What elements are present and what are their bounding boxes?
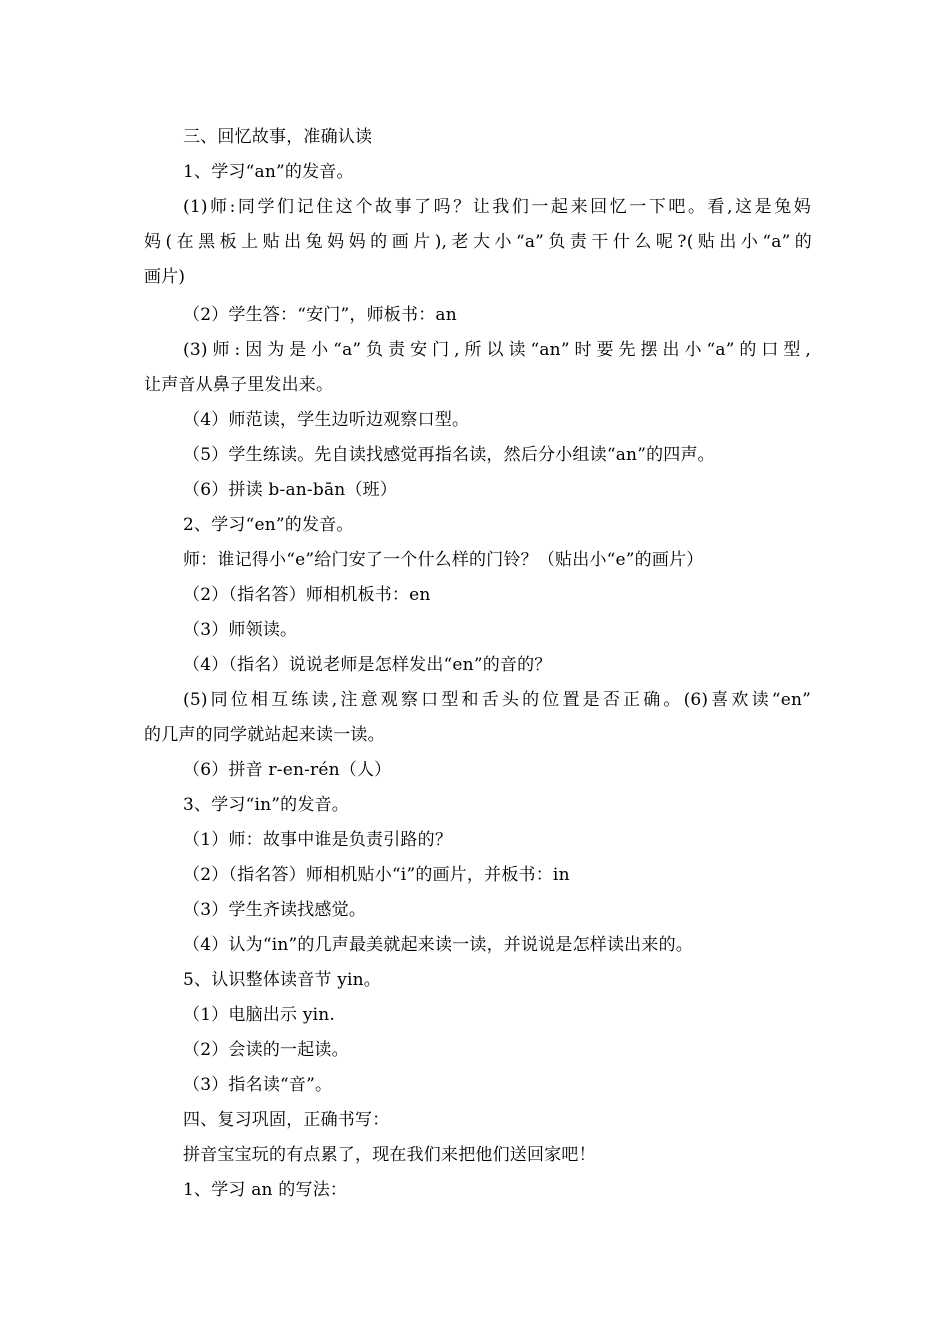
paragraph-line: （5）学生练读。先自读找感觉再指名读，然后分小组读“an”的四声。: [183, 445, 715, 465]
paragraph-line: （4）师范读，学生边听边观察口型。: [183, 410, 470, 430]
paragraph-line: （2）（指名答）师相机板书：en: [183, 585, 431, 605]
paragraph-line: 画片): [144, 267, 186, 287]
paragraph-line: (1)师:同学们记住这个故事了吗？让我们一起来回忆一下吧。看,这是兔妈: [183, 197, 811, 217]
paragraph-line: （1）电脑出示 yin.: [183, 1005, 336, 1025]
paragraph-line: （6）拼读 b-an-bān（班）: [183, 480, 398, 500]
paragraph-line: 师：谁记得小“e”给门安了一个什么样的门铃？（贴出小“e”的画片）: [183, 550, 704, 570]
paragraph-line: (5)同位相互练读,注意观察口型和舌头的位置是否正确。(6)喜欢读“en”: [183, 690, 811, 710]
item-heading-yin: 5、认识整体读音节 yin。: [183, 970, 382, 990]
item-heading-in: 3、学习“in”的发音。: [183, 795, 349, 815]
paragraph-line: 的几声的同学就站起来读一读。: [144, 725, 385, 745]
paragraph-line: （3）师领读。: [183, 620, 298, 640]
item-heading-en: 2、学习“en”的发音。: [183, 515, 354, 535]
paragraph-line: （2）会读的一起读。: [183, 1040, 349, 1060]
paragraph-line: （4）（指名）说说老师是怎样发出“en”的音的？: [183, 655, 552, 675]
paragraph-line: （3）学生齐读找感觉。: [183, 900, 367, 920]
paragraph-line: （3）指名读“音”。: [183, 1075, 333, 1095]
section-heading-four: 四、复习巩固，正确书写：: [183, 1110, 390, 1130]
paragraph-line: （2）（指名答）师相机贴小“i”的画片，并板书：in: [183, 865, 570, 885]
item-heading-an: 1、学习“an”的发音。: [183, 162, 354, 182]
section-heading-three: 三、回忆故事，准确认读: [183, 127, 373, 147]
item-heading-an-writing: 1、学习 an 的写法：: [183, 1180, 348, 1200]
paragraph-line: （6）拼音 r-en-rén（人）: [183, 760, 392, 780]
paragraph-line: 让声音从鼻子里发出来。: [144, 375, 334, 395]
paragraph-line: 拼音宝宝玩的有点累了，现在我们来把他们送回家吧！: [183, 1145, 596, 1165]
paragraph-line: （2）学生答：“安门”，师板书：an: [183, 305, 457, 325]
paragraph-line: （4）认为“in”的几声最美就起来读一读，并说说是怎样读出来的。: [183, 935, 693, 955]
paragraph-line: （1）师：故事中谁是负责引路的？: [183, 830, 453, 850]
paragraph-line: (3)师:因为是小“a”负责安门,所以读“an”时要先摆出小“a”的口型,: [183, 340, 811, 360]
paragraph-line: 妈(在黑板上贴出兔妈妈的画片),老大小“a”负责干什么呢?(贴出小“a”的: [144, 232, 812, 252]
